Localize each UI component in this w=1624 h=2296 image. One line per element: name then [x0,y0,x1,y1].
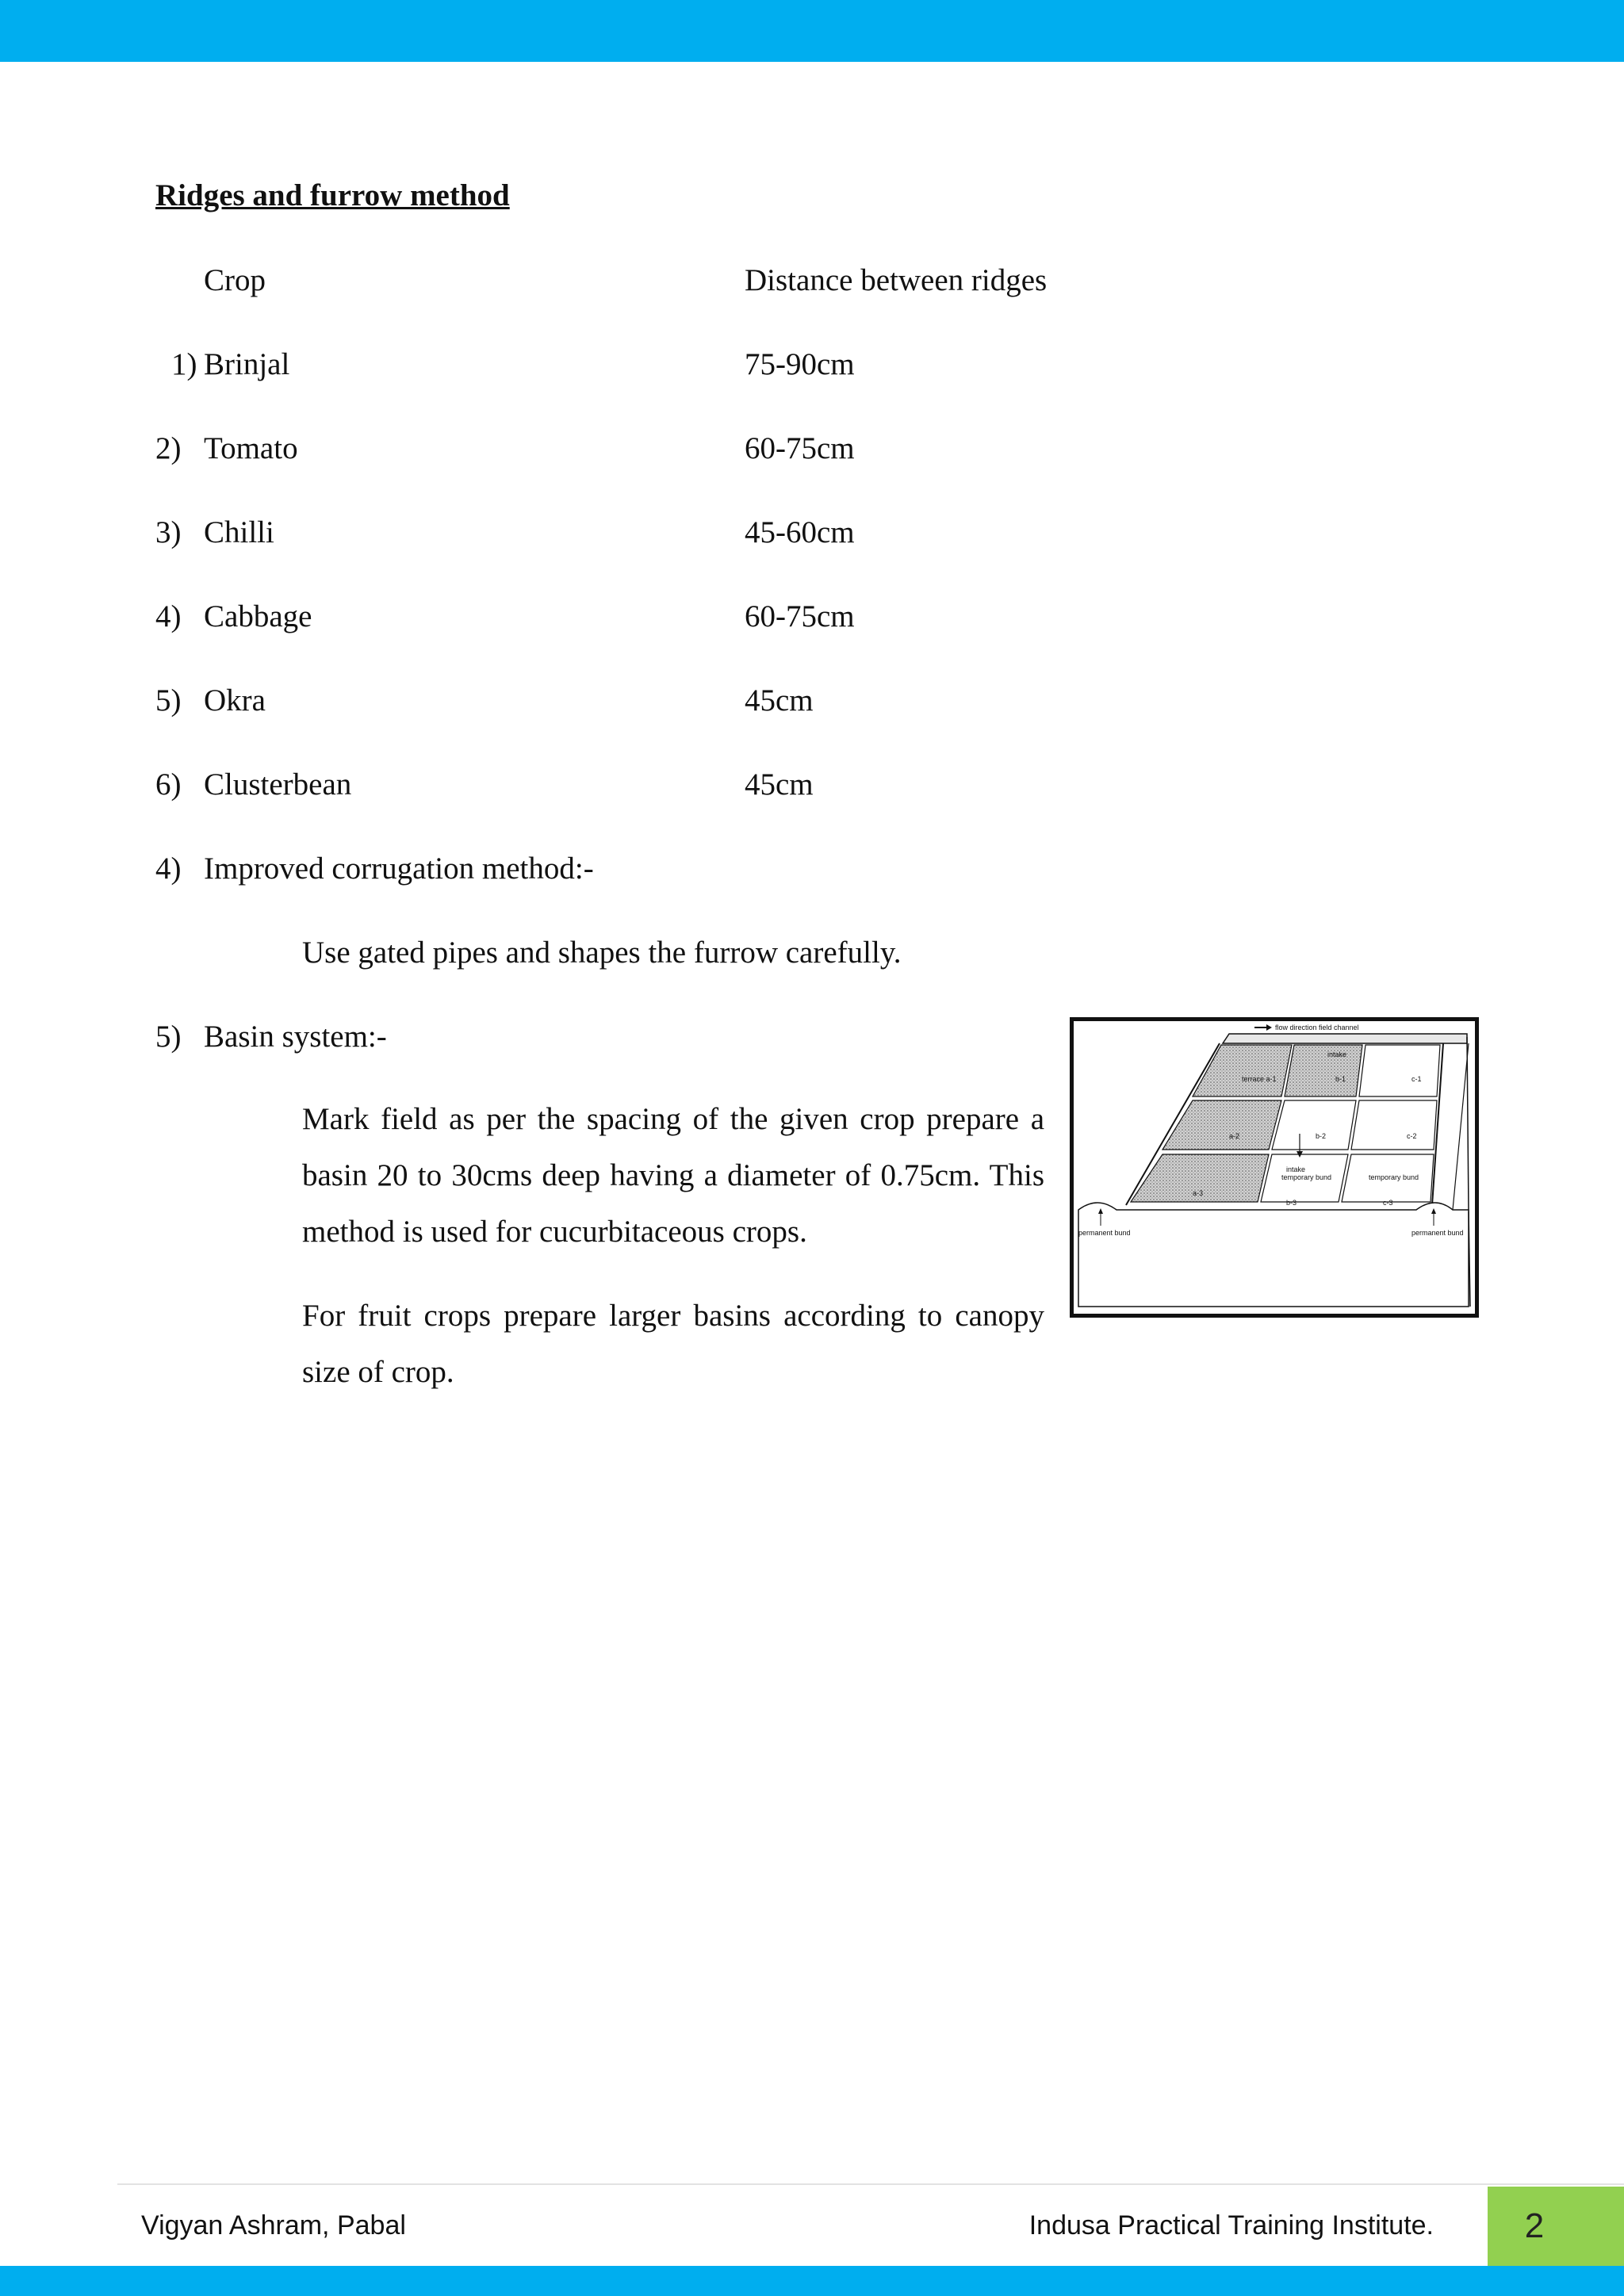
crop-name: Cabbage [204,599,312,633]
diagram-label: temporary bund [1369,1173,1419,1181]
crop-name: Chilli [204,515,274,549]
crop-distance: 75-90cm [745,347,855,381]
diagram-label: intake [1327,1050,1347,1058]
diagram-label: temporary bund [1281,1173,1332,1181]
footer-left-text: Vigyan Ashram, Pabal [141,2210,406,2241]
section-title-basin: Basin system:- [204,1020,387,1054]
diagram-label: c-3 [1383,1199,1393,1207]
diagram-label: flow direction field channel [1275,1024,1359,1031]
footer-bar [0,2266,1624,2296]
crop-name: Brinjal [204,347,290,381]
section-text-fruit-crops: For fruit crops prepare larger basins according to canopy size of crop. [302,1299,1044,1389]
crop-name: Tomato [204,431,298,465]
row-number: 6) [155,767,182,802]
section-number: 4) [155,851,182,886]
diagram-label: c-2 [1407,1132,1417,1140]
crop-name: Okra [204,683,266,718]
footer-right-text: Indusa Practical Training Institute. [1028,2210,1434,2241]
column-header-distance: Distance between ridges [745,263,1048,297]
page-number: 2 [1488,2187,1624,2266]
basin-system-diagram [1070,1017,1479,1318]
diagram-label: a-2 [1229,1132,1240,1140]
section-text-corrugation: Use gated pipes and shapes the furrow carefully. [302,936,902,970]
section-text-basin: Mark field as per the spacing of the given crop prepare a basin 20 to 30cms deep having a diameter of 0.75cm. This method is used for cucurbitaceous crops. [302,1102,1044,1249]
diagram-label: intake [1286,1165,1306,1173]
diagram-label: b-1 [1335,1075,1346,1083]
row-number: 4) [155,599,182,633]
column-header-crop: Crop [204,263,266,297]
diagram-label: c-1 [1411,1075,1422,1083]
diagram-label: permanent bund [1411,1229,1464,1237]
crop-distance: 45-60cm [745,515,855,549]
section-heading: Ridges and furrow method [155,178,510,212]
diagram-label: b-3 [1286,1199,1297,1207]
section-title-corrugation: Improved corrugation method:- [204,851,594,886]
diagram-label: terrace a-1 [1242,1075,1277,1083]
crop-distance: 60-75cm [745,431,855,465]
row-number: 2) [155,431,182,465]
diagram-label: permanent bund [1078,1229,1131,1237]
crop-distance: 45cm [745,683,814,718]
header-bar [0,0,1624,62]
row-number: 5) [155,683,182,718]
crop-distance: 60-75cm [745,599,855,633]
footer-divider [117,2183,1624,2185]
crop-distance: 45cm [745,767,814,802]
row-number: 1) [171,347,197,381]
diagram-label: b-2 [1316,1132,1327,1140]
diagram-label: a-3 [1193,1189,1204,1197]
crop-name: Clusterbean [204,767,352,802]
section-number: 5) [155,1020,182,1054]
row-number: 3) [155,515,182,549]
